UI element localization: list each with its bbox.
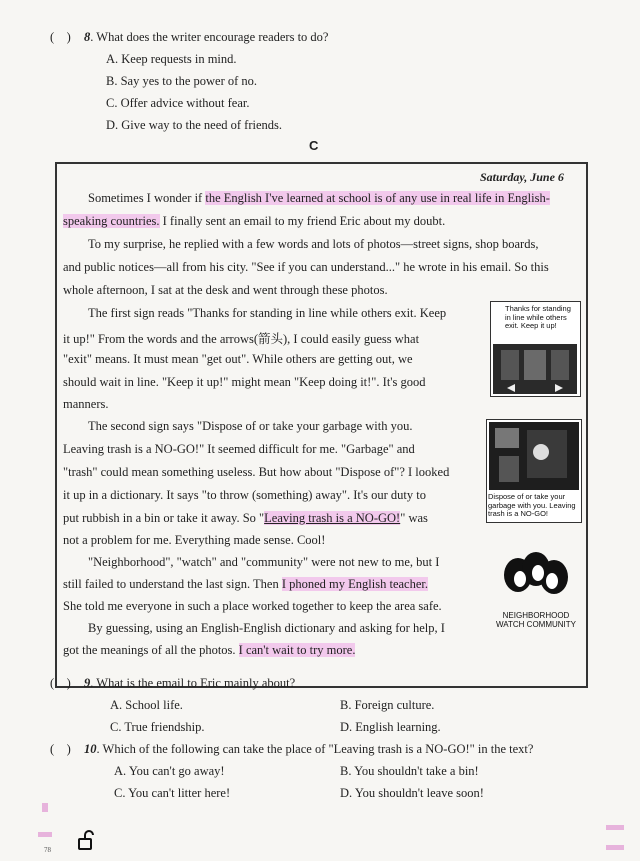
line-text: The second sign says "Dispose of or take your garbage with you. bbox=[88, 419, 413, 433]
q9-option-b[interactable]: B. Foreign culture. bbox=[340, 698, 435, 712]
highlighted-text: speaking countries. bbox=[63, 214, 160, 228]
q9-option-d[interactable]: D. English learning. bbox=[340, 720, 441, 734]
q8-option-d[interactable]: D. Give way to the need of friends. bbox=[106, 118, 282, 132]
line-text: should wait in line. "Keep it up!" might mean "Keep doing it!". It's good bbox=[63, 375, 426, 389]
line-text: The first sign reads "Thanks for standing in line while others exit. Keep bbox=[88, 306, 447, 320]
highlighted-text: the English I've learned at school is of any use in real life in English- bbox=[205, 191, 550, 205]
line-text: manners. bbox=[63, 397, 109, 411]
q9-option-c[interactable]: C. True friendship. bbox=[110, 720, 205, 734]
q8-option-c[interactable]: C. Offer advice without fear. bbox=[106, 96, 250, 110]
question-number: 9 bbox=[84, 676, 91, 690]
escalator-illustration bbox=[493, 344, 577, 394]
sign-photo-2 bbox=[486, 419, 582, 523]
sign-photo-3 bbox=[490, 549, 582, 647]
line-text: To my surprise, he replied with a few words and lots of photos—street signs, shop boards, bbox=[88, 237, 539, 251]
question-number: 10 bbox=[84, 742, 97, 756]
passage-line bbox=[63, 283, 583, 298]
question-stem: What is the email to Eric mainly about? bbox=[96, 676, 296, 690]
passage-line bbox=[63, 533, 583, 548]
passage-line bbox=[63, 260, 583, 275]
question-10: ( ) 10. Which of the following can take the place of "Leaving trash is a NO-GO!" in the text? bbox=[50, 742, 534, 756]
passage-line bbox=[63, 397, 583, 412]
question-stem: Which of the following can take the place of "Leaving trash is a NO-GO!" in the text? bbox=[102, 742, 534, 756]
sign-2-text: Dispose of or take your garbage with you. Leaving trash is a NO-GO! bbox=[488, 492, 576, 518]
pen-mark bbox=[38, 832, 52, 837]
q10-option-d[interactable]: D. You shouldn't leave soon! bbox=[340, 786, 484, 800]
sign-1-text: Thanks for standing in line while others exit. Keep it up! bbox=[505, 304, 571, 330]
line-text: "Neighborhood", "watch" and "community" were not new to me, but I bbox=[88, 555, 440, 569]
unlock-icon[interactable] bbox=[76, 829, 98, 851]
pen-mark bbox=[606, 845, 624, 850]
line-text: it up in a dictionary. It says "to throw (something) away". It's our duty to bbox=[63, 488, 426, 502]
line-text: not a problem for me. Everything made sense. Cool! bbox=[63, 533, 326, 547]
highlighted-text: I can't wait to try more. bbox=[238, 643, 356, 657]
q9-option-a[interactable]: A. School life. bbox=[110, 698, 183, 712]
pen-mark bbox=[42, 803, 48, 812]
line-text: I finally sent an email to my friend Eric about my doubt. bbox=[159, 214, 446, 228]
line-text: and public notices—all from his city. "See if you can understand..." he wrote in his email. So this bbox=[63, 260, 549, 274]
section-letter: C bbox=[309, 138, 319, 153]
line-text: got the meanings of all the photos. bbox=[63, 643, 239, 657]
question-8: ( ) 8. What does the writer encourage readers to do? bbox=[50, 30, 329, 44]
q8-option-a[interactable]: A. Keep requests in mind. bbox=[106, 52, 237, 66]
pen-mark bbox=[606, 825, 624, 830]
line-text: "exit" means. It must mean "get out". While others are getting out, we bbox=[63, 352, 413, 366]
question-number: 8 bbox=[84, 30, 91, 44]
line-text: Leaving trash is a NO-GO!" It seemed difficult for me. "Garbage" and bbox=[63, 442, 415, 456]
answer-paren[interactable]: ( ) bbox=[50, 30, 71, 44]
passage-line bbox=[88, 191, 583, 206]
highlighted-text: I phoned my English teacher. bbox=[281, 577, 428, 591]
answer-paren[interactable]: ( ) bbox=[50, 676, 71, 690]
neighborhood-watch-icon bbox=[498, 549, 574, 605]
sign-photo-1 bbox=[490, 301, 581, 397]
line-text: it up!" From the words and the arrows(箭头), I could easily guess what bbox=[63, 332, 420, 346]
question-9: ( ) 9. What is the email to Eric mainly about? bbox=[50, 676, 296, 690]
line-text: whole afternoon, I sat at the desk and went through these photos. bbox=[63, 283, 388, 297]
line-text: "trash" could mean something useless. But how about "Dispose of"? I looked bbox=[63, 465, 450, 479]
q10-option-a[interactable]: A. You can't go away! bbox=[114, 764, 225, 778]
line-text: By guessing, using an English-English dictionary and asking for help, I bbox=[88, 621, 445, 635]
passage-date: Saturday, June 6 bbox=[480, 170, 564, 184]
sign-3-text: NEIGHBORHOOD WATCH COMMUNITY bbox=[496, 611, 576, 629]
q10-option-c[interactable]: C. You can't litter here! bbox=[114, 786, 231, 800]
answer-paren[interactable]: ( ) bbox=[50, 742, 71, 756]
passage-line bbox=[63, 214, 583, 229]
line-text: put rubbish in a bin or take it away. So " bbox=[63, 511, 265, 525]
garbage-sign-illustration bbox=[489, 422, 579, 490]
question-stem: What does the writer encourage readers to do? bbox=[96, 30, 329, 44]
line-text: Sometimes I wonder if bbox=[88, 191, 206, 205]
line-text: still failed to understand the last sign. Then bbox=[63, 577, 282, 591]
highlighted-text: Leaving trash is a NO-GO! bbox=[264, 511, 401, 525]
line-text: She told me everyone in such a place worked together to keep the area safe. bbox=[63, 599, 442, 613]
q8-option-b[interactable]: B. Say yes to the power of no. bbox=[106, 74, 258, 88]
passage-line bbox=[88, 237, 583, 252]
line-text: " was bbox=[400, 511, 428, 525]
q10-option-b[interactable]: B. You shouldn't take a bin! bbox=[340, 764, 479, 778]
page-number: 78 bbox=[44, 846, 51, 854]
